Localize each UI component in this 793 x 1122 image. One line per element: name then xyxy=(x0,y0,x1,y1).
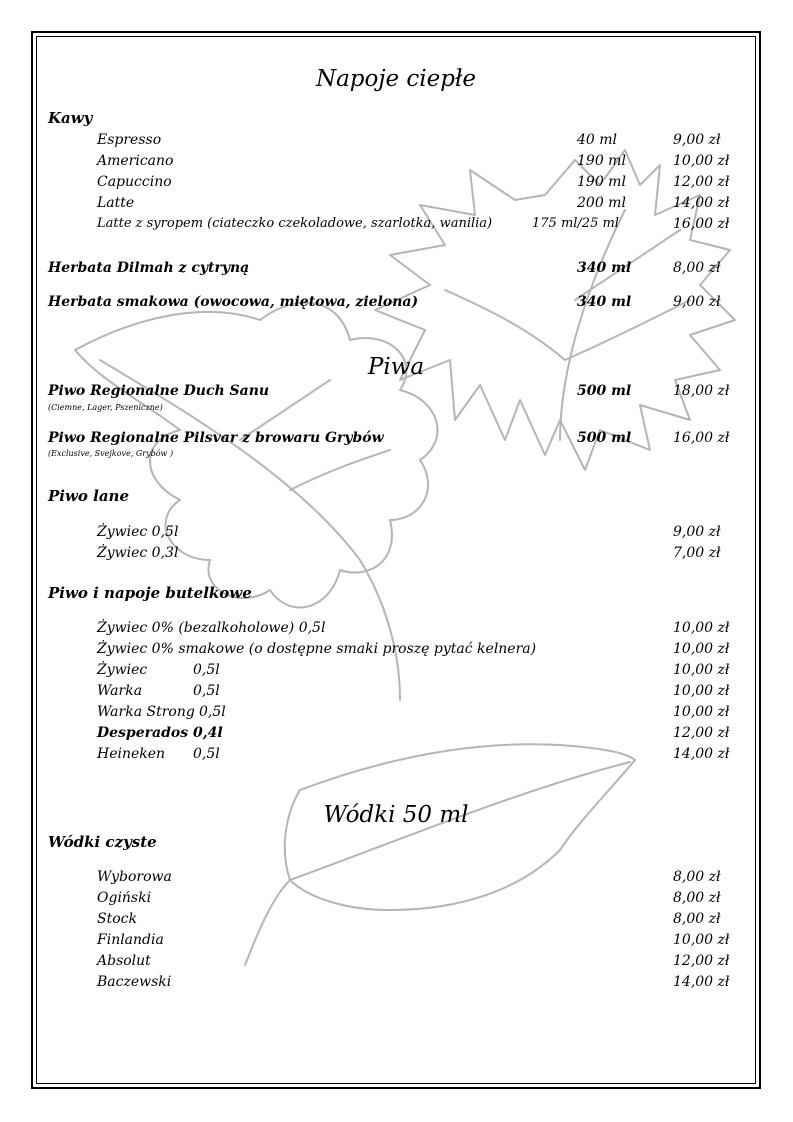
menu-item-name: Finlandia xyxy=(97,932,164,948)
menu-item-price: 16,00 zł xyxy=(673,216,730,232)
menu-item-price: 14,00 zł xyxy=(673,746,730,762)
menu-item-name: Warka Strong xyxy=(97,704,195,720)
menu-item-name: Wyborowa xyxy=(97,869,172,885)
menu-item-name: Latte xyxy=(97,195,135,211)
regional-beer-price: 16,00 zł xyxy=(673,430,730,446)
menu-item-price: 9,00 zł xyxy=(673,132,721,148)
menu-item-price: 10,00 zł xyxy=(673,153,730,169)
menu-item-name: Żywiec 0% smakowe (o dostępne smaki proszę pytać kelnera) xyxy=(97,641,537,657)
tea-flavored-volume: 340 ml xyxy=(577,294,632,310)
menu-item-volume: 190 ml xyxy=(577,174,626,190)
menu-item-price: 12,00 zł xyxy=(673,174,730,190)
menu-item-price: 12,00 zł xyxy=(673,725,730,741)
tea-flavored-name: Herbata smakowa (owocowa, miętowa, zielona) xyxy=(48,294,419,310)
menu-item-name: Warka xyxy=(97,683,143,699)
regional-beer-name: Piwo Regionalne Duch Sanu xyxy=(48,383,270,399)
menu-item-price: 14,00 zł xyxy=(673,195,730,211)
menu-item-price: 8,00 zł xyxy=(673,911,721,927)
menu-item-volume: 200 ml xyxy=(577,195,626,211)
menu-item-price: 10,00 zł xyxy=(673,641,730,657)
menu-item-name: Baczewski xyxy=(97,974,172,990)
lower-leaf-vein xyxy=(245,762,630,965)
menu-item-name: Espresso xyxy=(97,132,162,148)
menu-item-price: 8,00 zł xyxy=(673,890,721,906)
menu-item-price: 10,00 zł xyxy=(673,704,730,720)
draft-beer-heading: Piwo lane xyxy=(48,487,129,505)
hot-drinks-title: Napoje ciepłe xyxy=(315,66,477,92)
regional-beer-note: (Ciemne, Lager, Pszeniczne) xyxy=(48,403,163,412)
menu-item-name: Heineken xyxy=(97,746,166,762)
menu-item-size: 0,4l xyxy=(193,725,223,741)
beer-title: Piwa xyxy=(367,354,425,380)
menu-item-name: Americano xyxy=(97,153,174,169)
vodka-heading: Wódki czyste xyxy=(48,833,157,851)
menu-item-price: 12,00 zł xyxy=(673,953,730,969)
menu-item-name: Stock xyxy=(97,911,137,927)
menu-item-name: Latte z syropem (ciateczko czekoladowe, szarlotka, wanilia) xyxy=(97,216,493,231)
menu-item-name: Żywiec 0,5l xyxy=(97,524,179,540)
menu-item-price: 10,00 zł xyxy=(673,620,730,636)
menu-item-volume: 40 ml xyxy=(577,132,618,148)
menu-item-size: 0,5l xyxy=(199,704,226,720)
menu-item-price: 9,00 zł xyxy=(673,524,721,540)
menu-item-price: 10,00 zł xyxy=(673,932,730,948)
menu-item-price: 7,00 zł xyxy=(673,545,721,561)
menu-item-size: 0,5l xyxy=(193,746,220,762)
coffee-heading: Kawy xyxy=(48,109,93,127)
menu-item-price: 10,00 zł xyxy=(673,662,730,678)
menu-item-size: 0,5l xyxy=(193,683,220,699)
regional-beer-name: Piwo Regionalne Pilsvar z browaru Grybów xyxy=(48,430,384,446)
tea-lemon-price: 8,00 zł xyxy=(673,260,721,276)
menu-item-name: Capuccino xyxy=(97,174,172,190)
menu-item-price: 14,00 zł xyxy=(673,974,730,990)
regional-beer-volume: 500 ml xyxy=(577,430,632,446)
menu-item-name: Ogiński xyxy=(97,890,152,906)
menu-item-volume: 190 ml xyxy=(577,153,626,169)
tea-flavored-price: 9,00 zł xyxy=(673,294,721,310)
bottled-heading: Piwo i napoje butelkowe xyxy=(48,584,252,602)
regional-beer-volume: 500 ml xyxy=(577,383,632,399)
menu-item-name: Żywiec 0% (bezalkoholowe) 0,5l xyxy=(97,620,326,636)
menu-item-size: 0,5l xyxy=(193,662,220,678)
menu-item-name: Żywiec xyxy=(97,662,148,678)
vodka-title: Wódki 50 ml xyxy=(323,802,469,828)
regional-beer-price: 18,00 zł xyxy=(673,383,730,399)
tea-lemon-name: Herbata Dilmah z cytryną xyxy=(48,260,250,276)
menu-item-price: 8,00 zł xyxy=(673,869,721,885)
menu-item-name: Desperados xyxy=(97,725,189,741)
tea-lemon-volume: 340 ml xyxy=(577,260,632,276)
menu-item-name: Absolut xyxy=(97,953,151,969)
maple-leaf-vein xyxy=(560,210,625,440)
menu-item-name: Żywiec 0,3l xyxy=(97,545,179,561)
menu-item-volume: 175 ml/25 ml xyxy=(532,216,619,231)
menu-item-price: 10,00 zł xyxy=(673,683,730,699)
regional-beer-note: (Exclusive, Svejkove, Grybów ) xyxy=(48,449,174,458)
